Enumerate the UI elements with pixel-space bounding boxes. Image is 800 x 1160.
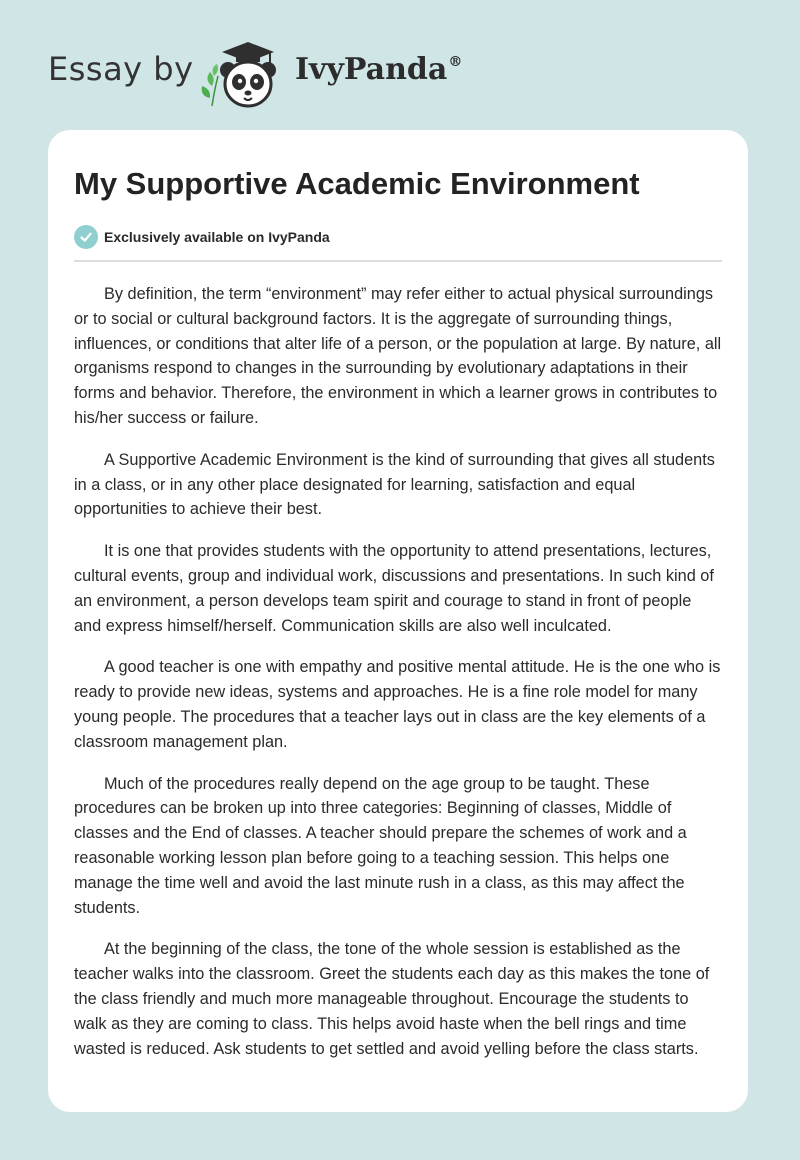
- check-circle-icon: [74, 225, 98, 249]
- paragraph: Much of the procedures really depend on the age group to be taught. These procedures can be broken up into three categories: Beginning of classes, Middle of classes and the End of classes. A teacher should prepare the schemes of work and a reasonable working lesson plan before going to a teaching session. This helps one manage the time well and avoid the last minute rush in a class, as this may affect the students.: [74, 774, 687, 917]
- essay-by-label: Essay by: [48, 50, 194, 88]
- brand-logo-text[interactable]: [295, 52, 462, 87]
- article-body: [74, 282, 722, 1061]
- paragraph: It is one that provides students with the opportunity to attend presentations, lectures, cultural events, group and individual work, discussions and presentations. In such kind of an environment, a person develops team spirit and courage to stand in front of people and express himself/herself. Communication skills are also well inculcated.: [74, 542, 714, 635]
- brand-name: IvyPanda: [295, 52, 448, 87]
- paragraph: At the beginning of the class, the tone of the whole session is established as the teacher walks into the classroom. Greet the students each day as this makes the tone of the class friendly and much more manageable throughout. Encourage the students to walk as they are coming to class. This helps avoid haste when the bell rings and time wasted is reduced. Ask students to get settled and avoid yelling before the class starts.: [74, 940, 710, 1058]
- site-header: [0, 0, 800, 130]
- panda-graduate-icon[interactable]: [200, 36, 292, 110]
- exclusive-badge-text: Exclusively available on IvyPanda: [104, 229, 330, 245]
- paragraph: A good teacher is one with empathy and positive mental attitude. He is the one who is ready to provide new ideas, systems and approaches. He is a fine role model for many young people. The procedures that a teacher lays out in class are the key elements of a classroom management plan.: [74, 658, 721, 751]
- paragraph: A Supportive Academic Environment is the kind of surrounding that gives all students in a class, or in any other place designated for learning, satisfaction and equal opportunities to achieve their best.: [74, 450, 715, 519]
- exclusive-badge: [74, 224, 722, 250]
- page-title: My Supportive Academic Environment: [74, 166, 640, 201]
- paragraph: By definition, the term “environment” may refer either to actual physical surroundings or to social or cultural background factors. It is the aggregate of surrounding things, influences, or conditions that alter life of a person, or the population at large. By nature, all organisms respond to changes in the surrounding by evolutionary adaptations in their forms and behavior. Therefore, the environment in which a learner grows in contributes to his/her success or failure.: [74, 285, 722, 427]
- article-card: [48, 130, 748, 1112]
- registered-mark: ®: [448, 54, 463, 70]
- divider: [74, 260, 722, 262]
